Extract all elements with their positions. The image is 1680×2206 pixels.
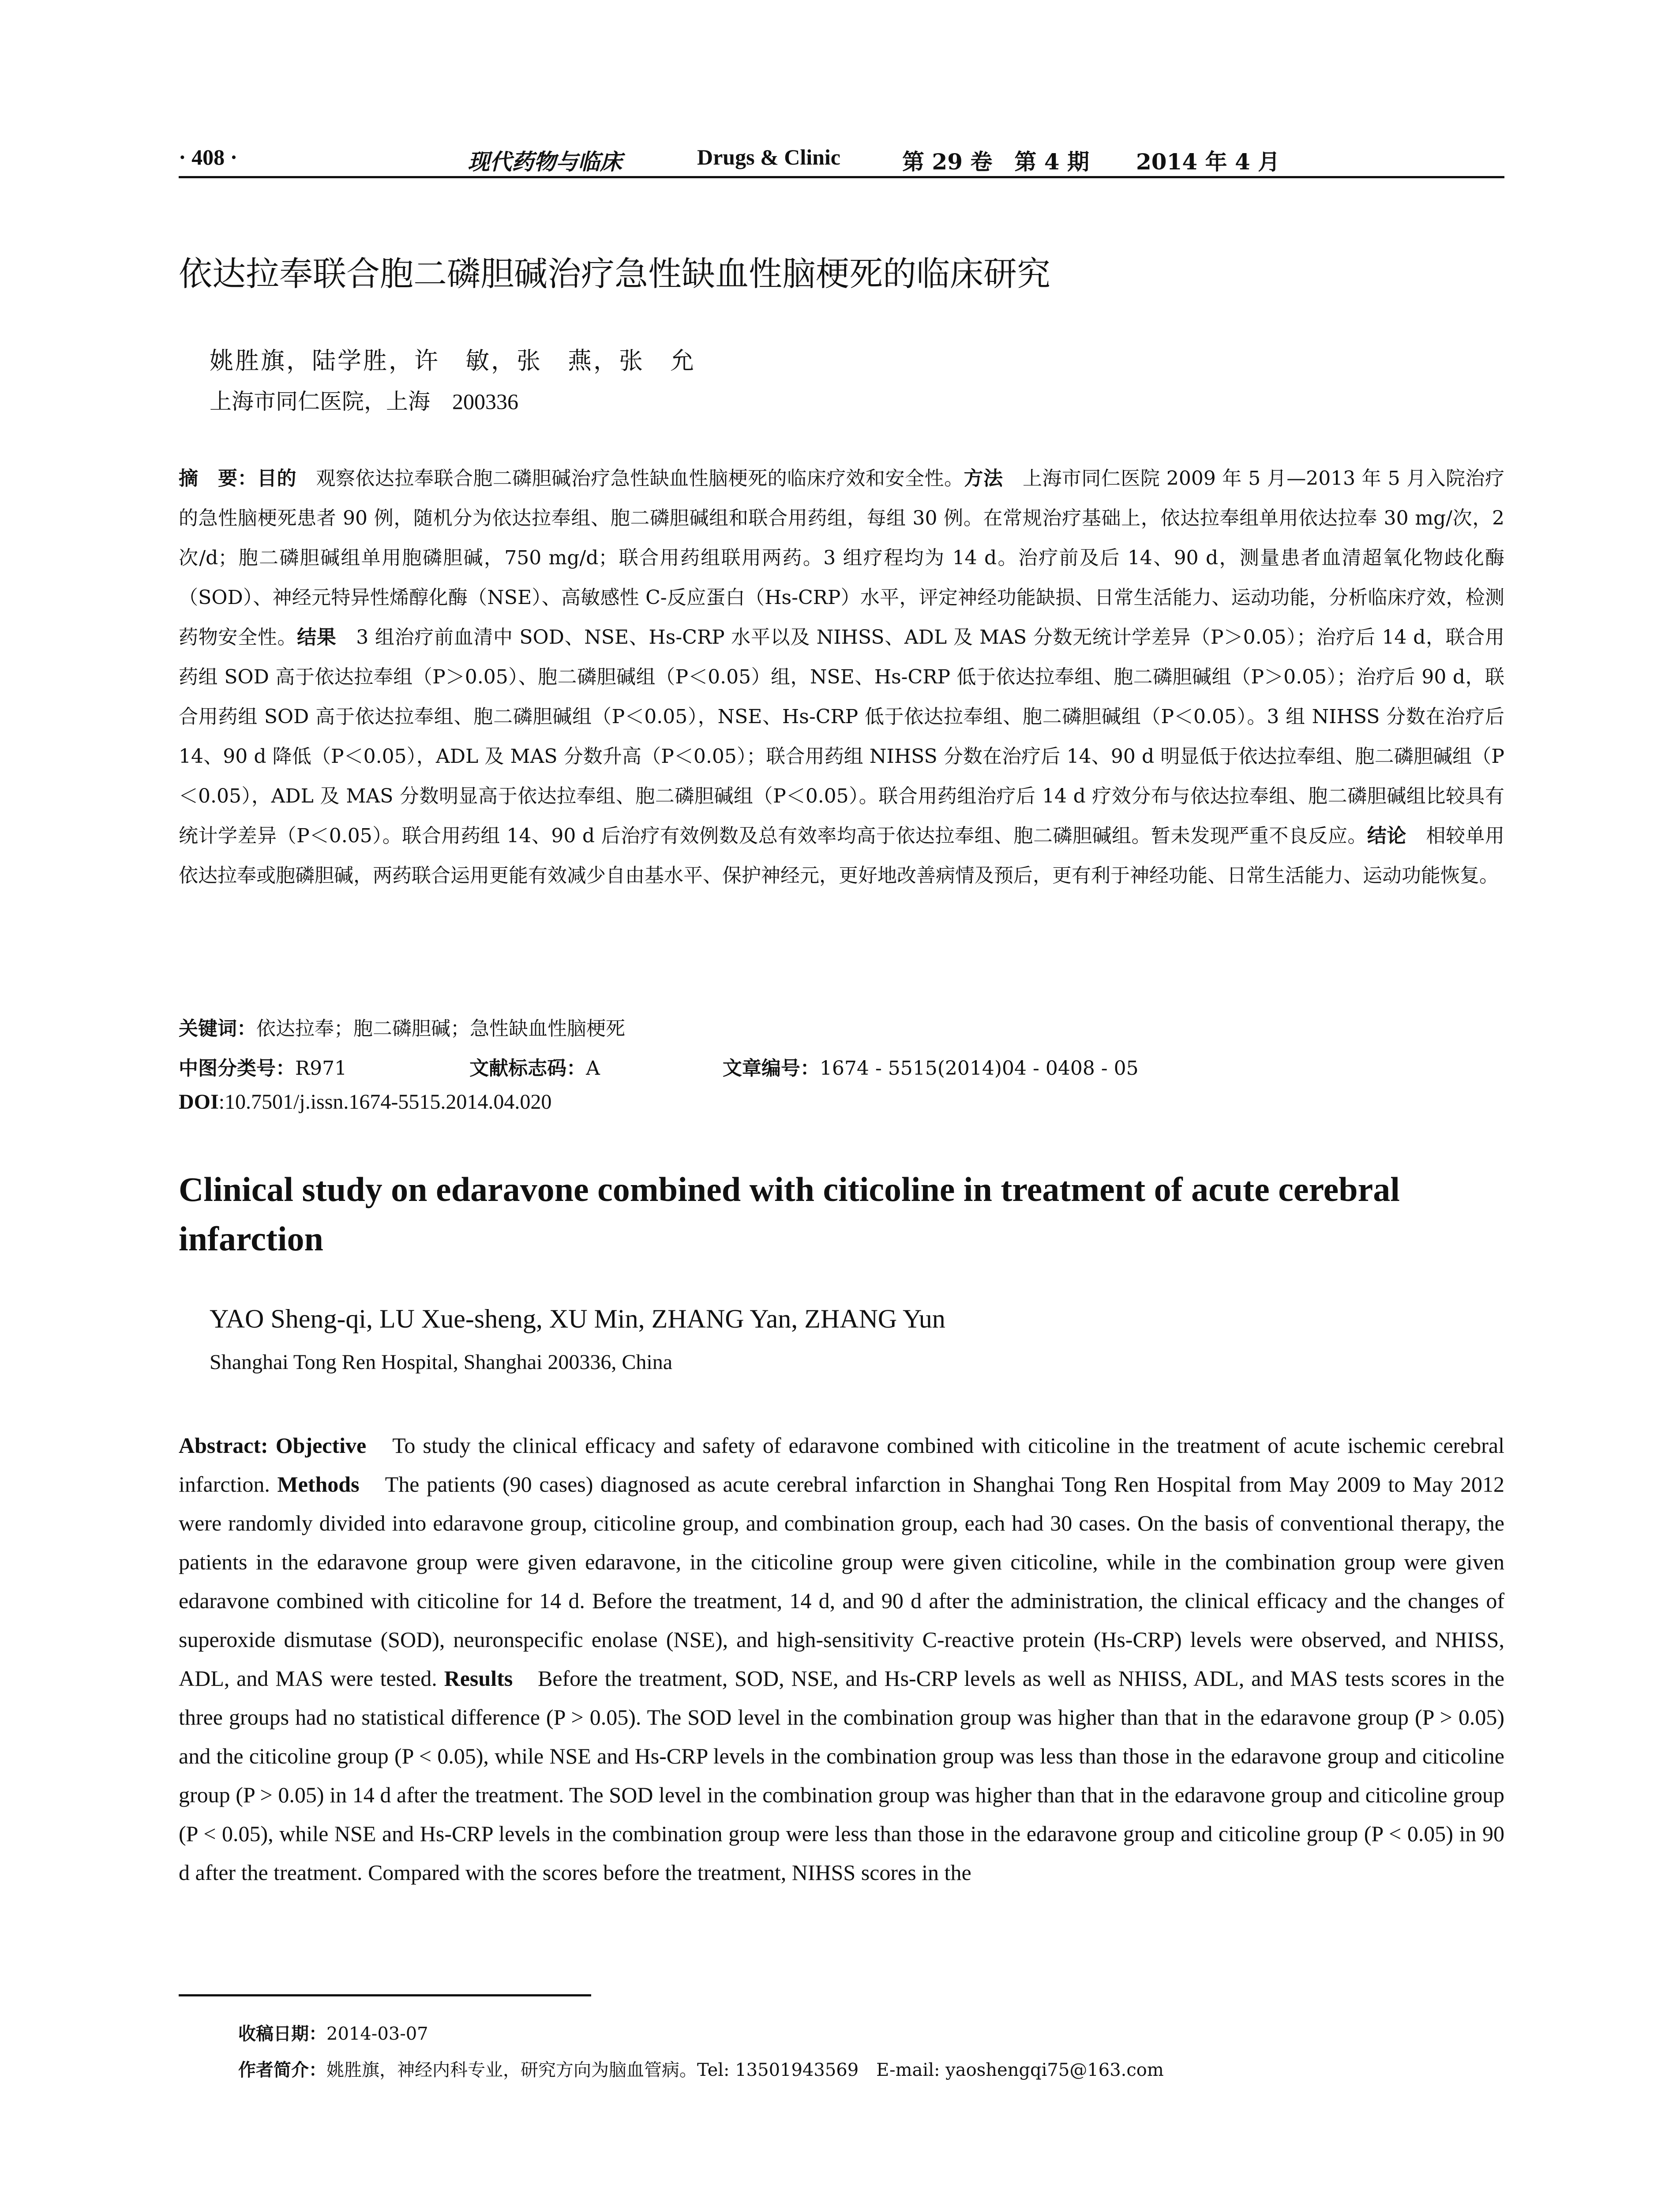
footnote-rule [179, 1994, 591, 1996]
objective-label-en: Objective [275, 1433, 367, 1458]
authors-en: YAO Sheng-qi, LU Xue-sheng, XU Min, ZHANG Yan, ZHANG Yun [210, 1304, 945, 1333]
page-number: · 408 · [179, 145, 238, 169]
authors-cn: 姚胜旗，陆学胜，许 敏，张 燕，张 允 [210, 347, 696, 375]
results-text-en: Before the treatment, SOD, NSE, and Hs-CRP levels as well as NHISS, ADL, and MAS tests scores in the three groups had no statistical difference (P > 0.05). The SOD level in the combination group was higher than that in the edaravone group (P > 0.05) and the citicoline group (P < 0.05), while NSE and Hs-CRP levels in the combination group was less than those in the edaravone group and citicoline group (P > 0.05) in 14 d after the treatment. The SOD level in the combination group was higher than that in the edaravone group and citicoline group (P < 0.05), while NSE and Hs-CRP levels in the combination group were less than those in the edaravone group and citicoline group (P < 0.05) in 90 d after the treatment. Compared with the scores before the treatment, NIHSS scores in the [179, 1666, 1504, 1885]
abstract-cn [179, 459, 1504, 896]
results-label-cn: 结果 [297, 626, 337, 649]
running-header [179, 139, 1504, 178]
affiliation-cn: 上海市同仁医院，上海 200336 [210, 389, 518, 414]
abstract-en [179, 1426, 1504, 1892]
doc-code-label: 文献标志码： [469, 1057, 586, 1080]
objective-text-cn: 观察依达拉奉联合胞二磷胆碱治疗急性缺血性脑梗死的临床疗效和安全性。 [296, 467, 964, 490]
doc-code: A [586, 1057, 600, 1080]
methods-label-en: Methods [277, 1472, 360, 1497]
article-number-label: 文章编号： [722, 1057, 820, 1080]
author-bio-note [238, 2056, 1164, 2081]
objective-text-en: To study the clinical efficacy and safety of edaravone combined with citicoline in the treatment of acute ischemic cerebral infarction. [179, 1433, 1504, 1497]
clc-code: R971 [295, 1057, 347, 1080]
methods-text-en: The patients (90 cases) diagnosed as acute cerebral infarction in Shanghai Tong Ren Hospital from May 2009 to May 2012 were randomly divided into edaravone group, citicoline group, and combination group, each had 30 cases. On the basis of conventional therapy, the patients in the edaravone group were given edaravone, in the citicoline group were given citicoline, while in the combination group were given edaravone combined with citicoline for 14 d. Before the treatment, 14 d, and 90 d after the administration, the clinical efficacy and the changes of superoxide dismutase (SOD), neuronspecific enolase (NSE), and high-sensitivity C-reactive protein (Hs-CRP) levels were observed, and NHISS, ADL, and MAS were tested. [179, 1472, 1504, 1691]
article-title-en: Clinical study on edaravone combined with citicoline in treatment of acute cerebral infarction [179, 1170, 1400, 1258]
abstract-label-en: Abstract: [179, 1433, 268, 1458]
received-date-note [238, 2020, 428, 2045]
received-label: 收稿日期： [238, 2024, 326, 2044]
article-number: 1674 - 5515(2014)04 - 0408 - 05 [819, 1057, 1139, 1080]
doi-label: DOI [179, 1090, 219, 1114]
doi-line [179, 1090, 551, 1114]
journal-name-cn: 现代药物与临床 [468, 149, 622, 175]
doi: :10.7501/j.issn.1674-5515.2014.04.020 [218, 1090, 552, 1114]
keywords: 依达拉奉；胞二磷胆碱；急性缺血性脑梗死 [256, 1017, 625, 1040]
results-label-en: Results [444, 1666, 513, 1691]
conclusion-text-cn: 相较单用依达拉奉或胞磷胆碱，两药联合运用更能有效减少自由基水平、保护神经元，更好地改善病情及预后，更有利于神经功能、日常生活能力、运动功能恢复。 [179, 825, 1505, 887]
journal-issue: 第 29 卷 第 4 期 [902, 149, 1089, 175]
journal-name-en: Drugs & Clinic [697, 145, 840, 169]
conclusion-label-cn: 结论 [1367, 825, 1406, 847]
author-bio-label: 作者简介： [238, 2060, 326, 2080]
keywords-line [179, 1013, 625, 1041]
results-text-cn: 3 组治疗前血清中 SOD、NSE、Hs-CRP 水平以及 NIHSS、ADL 及 MAS 分数无统计学差异（P＞0.05）；治疗后 14 d，联合用药组 SOD 高于依达拉奉组（P＞0.05）、胞二磷胆碱组（P＜0.05）组，NSE、Hs-CRP 低于依达拉奉组、胞二磷胆碱组（P＞0.05）；治疗后 90 d，联合用药组 SOD 高于依达拉奉组、胞二磷胆碱组（P＜0.05），NSE、Hs-CRP 低于依达拉奉组、胞二磷胆碱组（P＜0.05）。3 组 NIHSS 分数在治疗后 14、90 d 降低（P＜0.05），ADL 及 MAS 分数升高（P＜0.05）；联合用药组 NIHSS 分数在治疗后 14、90 d 明显低于依达拉奉组、胞二磷胆碱组（P＜0.05），ADL 及 MAS 分数明显高于依达拉奉组、胞二磷胆碱组（P＜0.05）。联合用药组治疗后 14 d 疗效分布与依达拉奉组、胞二磷胆碱组比较具有统计学差异（P＜0.05）。联合用药组 14、90 d 后治疗有效例数及总有效率均高于依达拉奉组、胞二磷胆碱组。暂未发现严重不良反应。 [179, 626, 1505, 847]
methods-label-cn: 方法 [964, 467, 1003, 490]
classification-line [179, 1052, 1139, 1080]
clc-label: 中图分类号： [179, 1057, 295, 1080]
objective-label-cn: 目的 [257, 467, 296, 490]
received-date: 2014-03-07 [326, 2024, 428, 2044]
article-title-cn: 依达拉奉联合胞二磷胆碱治疗急性缺血性脑梗死的临床研究 [179, 254, 1050, 293]
keywords-label: 关键词： [179, 1017, 256, 1040]
abstract-label-cn: 摘 要： [179, 467, 257, 490]
affiliation-en: Shanghai Tong Ren Hospital, Shanghai 200336, China [210, 1351, 673, 1374]
journal-date: 2014 年 4 月 [1136, 149, 1280, 175]
methods-text-cn: 上海市同仁医院 2009 年 5 月—2013 年 5 月入院治疗的急性脑梗死患者 90 例，随机分为依达拉奉组、胞二磷胆碱组和联合用药组，每组 30 例。在常规治疗基础上，依达拉奉组单用依达拉奉 30 mg/次，2 次/d；胞二磷胆碱组单用胞磷胆碱，750 mg/d；联合用药组联用两药。3 组疗程均为 14 d。治疗前及后 14、90 d，测量患者血清超氧化物歧化酶（SOD）、神经元特异性烯醇化酶（NSE）、高敏感性 C-反应蛋白（Hs-CRP）水平，评定神经功能缺损、日常生活能力、运动功能，分析临床疗效，检测药物安全性。 [179, 467, 1505, 649]
author-bio: 姚胜旗，神经内科专业，研究方向为脑血管病。Tel: 13501943569 E-mail: yaoshengqi75@163.com [326, 2060, 1164, 2080]
